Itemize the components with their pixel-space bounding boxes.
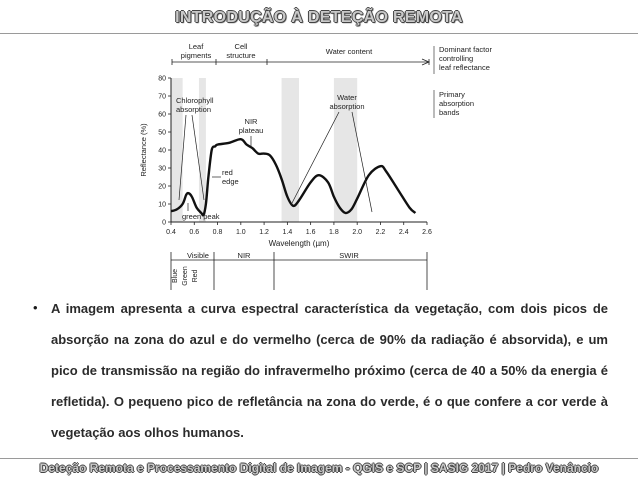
red-band-label: Red <box>192 269 199 283</box>
y-tick-label: 20 <box>158 183 166 191</box>
bullet-marker: • <box>33 300 38 315</box>
leaf-pigments-label-2: pigments <box>180 51 212 60</box>
nir-plateau-label-2: plateau <box>238 126 264 135</box>
body-paragraph: A imagem apresenta a curva espectral característica da vegetação, com dois picos de absorção na zona do azul e do vermelho (cerca de 90% da radiação é absorvida), e um pico de transmissão na região do infravermelho próximo (cerca de 40 a 50% da energia é refletida). O pequeno pico de refletância na zona do verde, é o que confere a cor verde à vegetação aos olhos humanos. <box>51 301 608 440</box>
footer-text: Deteção Remota e Processamento Digital de Imagem - QGIS e SCP | SASIG 2017 | Pedro Venâncio <box>39 461 599 475</box>
y-tick-label: 30 <box>158 165 166 173</box>
y-tick-label: 80 <box>158 75 166 83</box>
cell-structure-label-1: Cell <box>234 42 248 51</box>
x-tick-label: 1.0 <box>235 229 246 236</box>
primary-label-1: Primary <box>439 90 465 99</box>
x-axis-label: Wavelength (µm) <box>268 239 330 248</box>
x-ticks <box>166 222 432 236</box>
title-divider <box>0 33 638 34</box>
y-axis-label: Reflectance (%) <box>139 123 148 177</box>
chlorophyll-label-1: Chlorophyll <box>176 96 214 105</box>
y-tick-label: 70 <box>158 93 166 101</box>
x-tick-label: 2.2 <box>375 229 386 236</box>
side-legend <box>434 45 492 118</box>
red-edge-label-1: red <box>222 168 233 177</box>
y-tick-label: 50 <box>158 129 166 137</box>
water-content-label: Water content <box>325 47 373 56</box>
nir-plateau-label-1: NIR <box>244 117 258 126</box>
factor-header <box>172 42 429 65</box>
dominant-label-1: Dominant factor <box>439 45 492 54</box>
water-absorption-label-2: absorption <box>329 102 365 111</box>
primary-label-2: absorption <box>439 99 475 108</box>
slide-title: INTRODUÇÃO À DETEÇÃO REMOTA <box>175 9 463 26</box>
y-tick-label: 40 <box>158 147 166 155</box>
x-tick-label: 0.8 <box>212 229 223 236</box>
chlorophyll-label-2: absorption <box>176 105 212 114</box>
x-tick-label: 2.4 <box>398 229 409 236</box>
x-tick-label: 2.0 <box>352 229 363 236</box>
green-band-label: Green <box>182 266 189 286</box>
x-tick-label: 0.4 <box>166 229 176 236</box>
reflectance-chart <box>134 40 510 290</box>
dominant-label-2: controlling <box>439 54 474 63</box>
leaf-pigments-label-1: Leaf <box>188 42 204 51</box>
spectral-reflectance-figure <box>134 40 510 290</box>
footer-divider <box>0 458 638 459</box>
x-tick-label: 1.8 <box>329 229 339 236</box>
y-tick-label: 60 <box>158 111 166 119</box>
swir-region-label: SWIR <box>339 251 359 260</box>
x-tick-label: 1.2 <box>259 229 269 236</box>
cell-structure-label-2: structure <box>226 51 256 60</box>
y-tick-label: 0 <box>162 219 166 227</box>
x-tick-label: 1.4 <box>282 229 293 236</box>
nir-region-label: NIR <box>237 251 251 260</box>
visible-region-label: Visible <box>187 251 209 260</box>
spectral-regions <box>171 251 427 290</box>
x-tick-label: 0.6 <box>189 229 200 236</box>
y-tick-label: 10 <box>158 201 166 209</box>
primary-label-3: bands <box>439 108 460 117</box>
dominant-label-3: leaf reflectance <box>439 63 490 72</box>
x-tick-label: 1.6 <box>305 229 316 236</box>
x-tick-label: 2.6 <box>422 229 432 236</box>
green-peak-label: green peak <box>182 212 220 221</box>
red-edge-label-2: edge <box>222 177 239 186</box>
blue-band-label: Blue <box>172 268 179 284</box>
water-absorption-label-1: Water <box>337 93 357 102</box>
y-ticks <box>158 76 171 227</box>
